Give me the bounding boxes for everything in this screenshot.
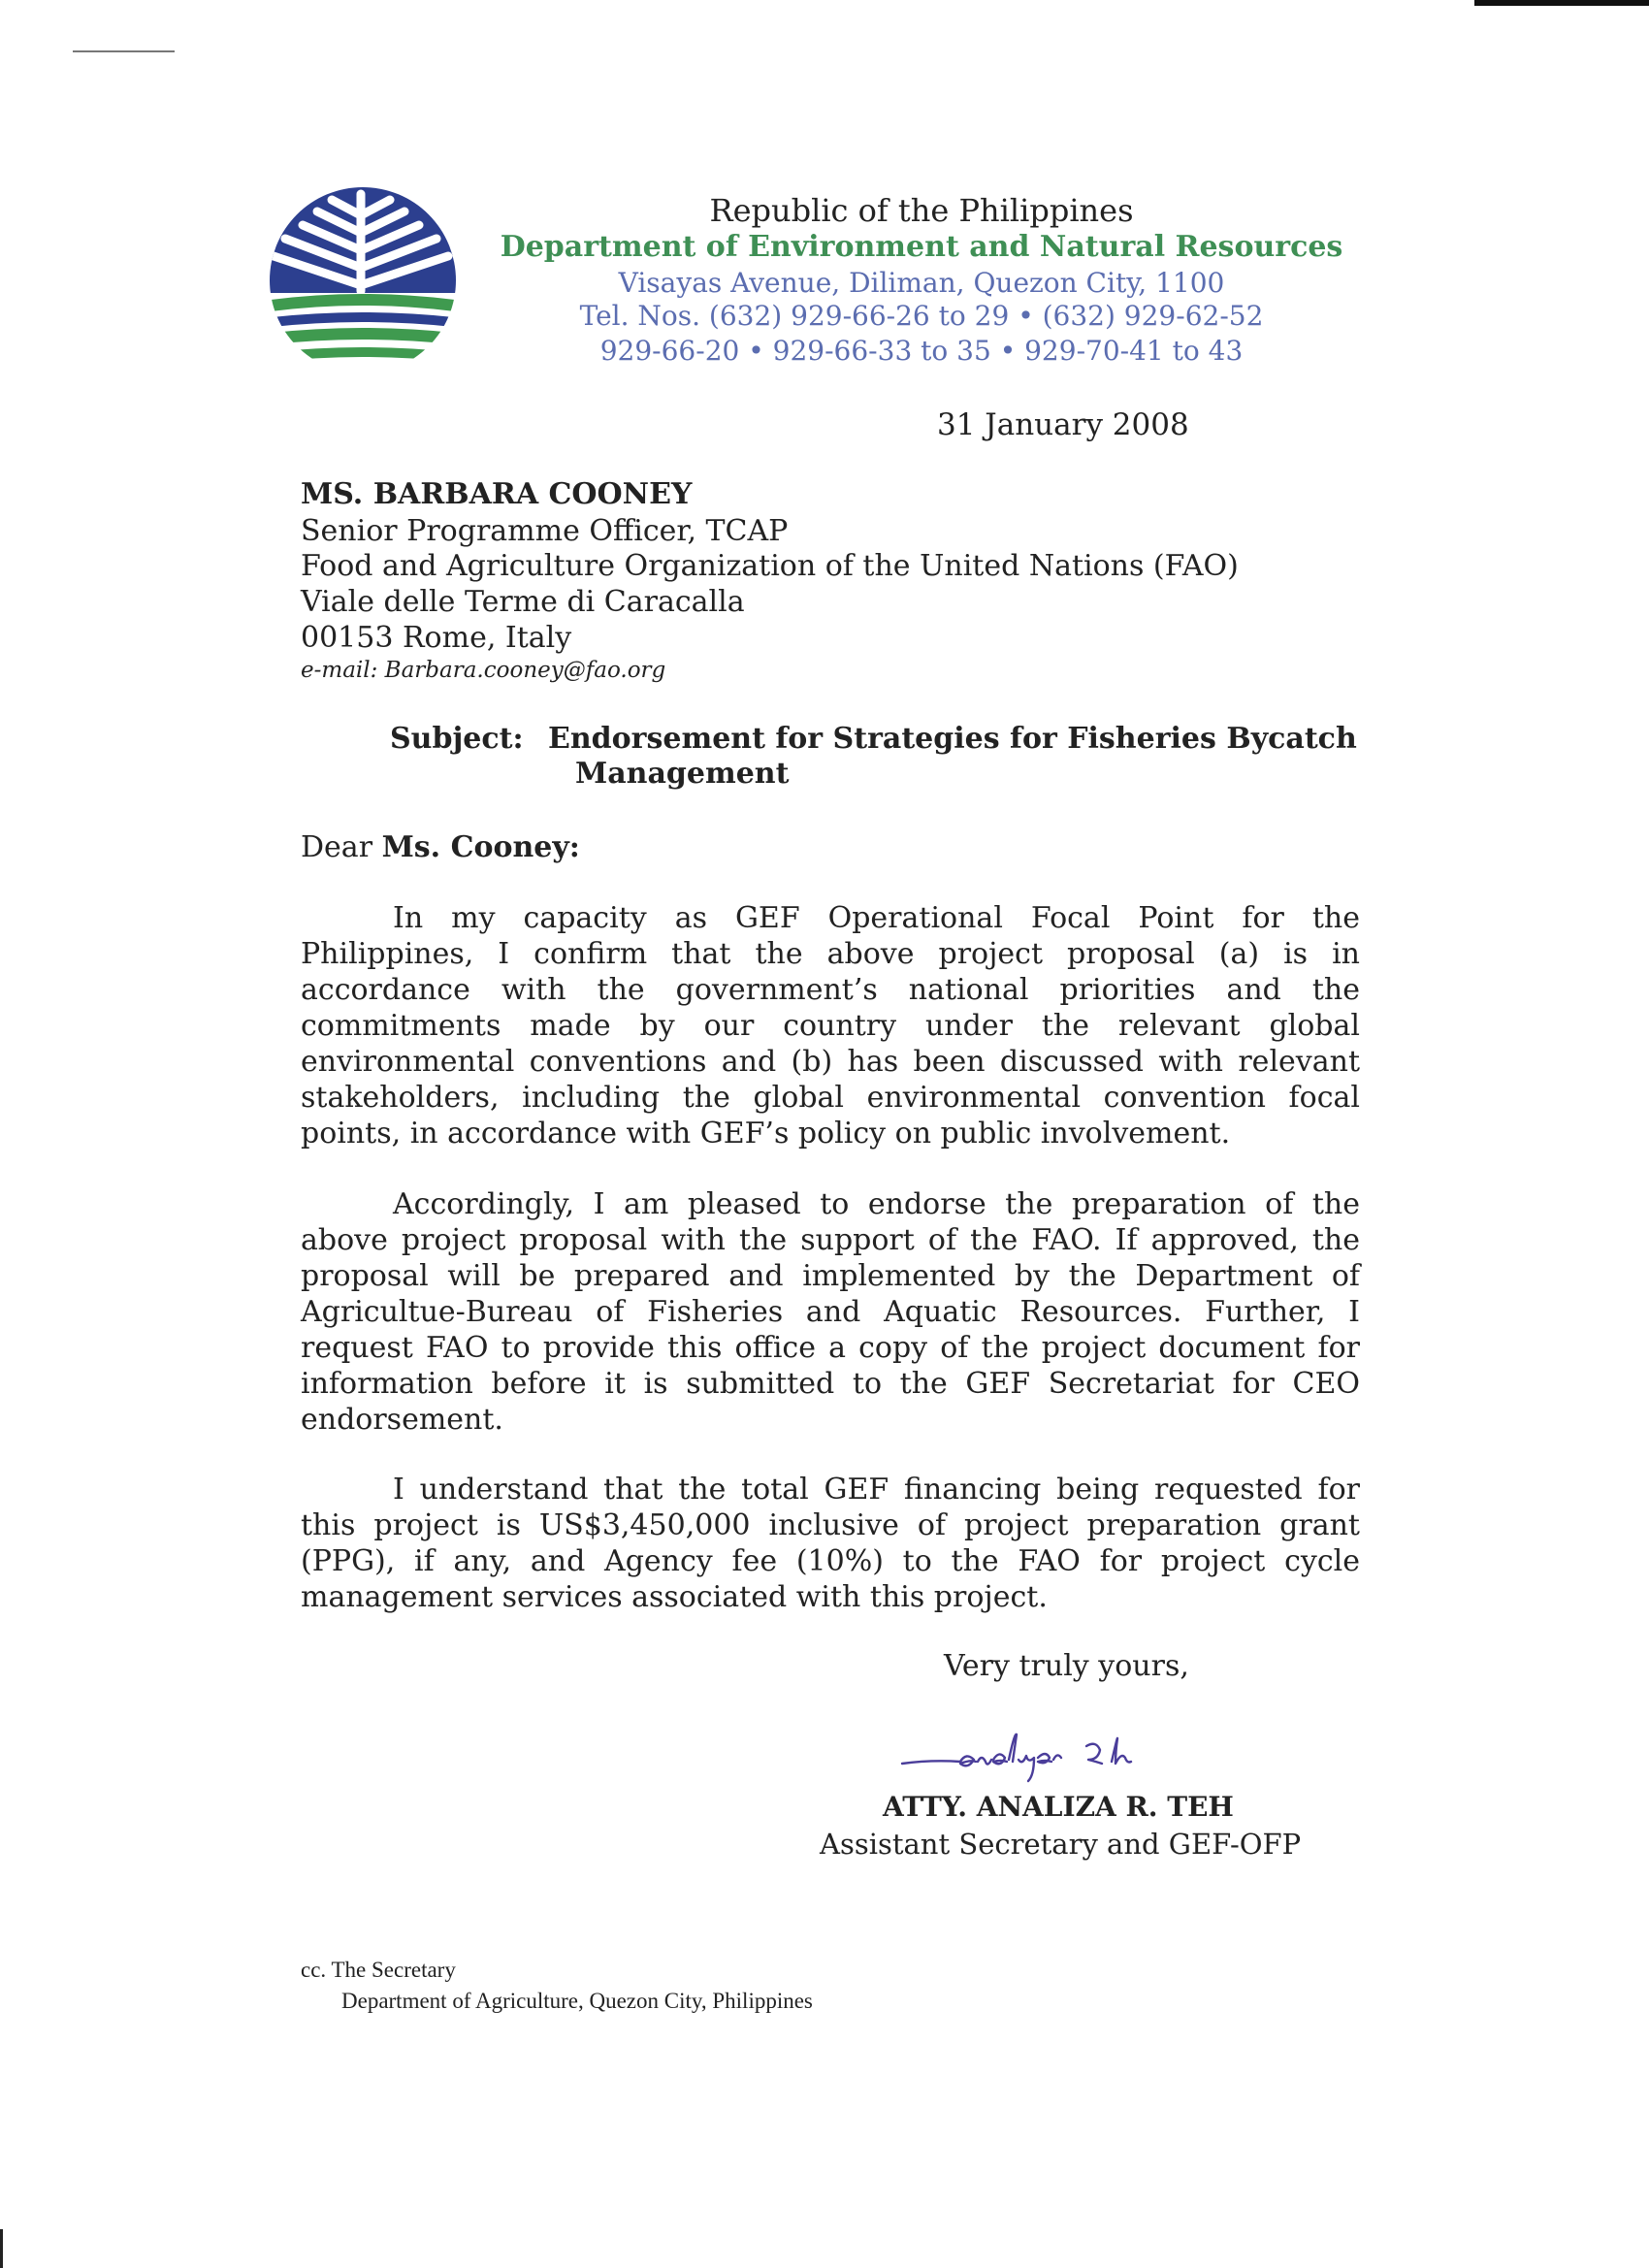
denr-seal-icon: [264, 186, 463, 375]
salutation-name: Ms. Cooney:: [381, 830, 580, 864]
scan-edge-mark-bottom: [0, 2229, 3, 2268]
letterhead-republic: Republic of the Philippines: [709, 192, 1134, 229]
salutation: [301, 830, 580, 864]
recipient-title: Senior Programme Officer, TCAP: [301, 514, 789, 548]
letterhead-department: Department of Environment and Natural Resources: [500, 230, 1343, 264]
recipient-organization: Food and Agriculture Organization of the United Nations (FAO): [301, 549, 1239, 583]
closing: Very truly yours,: [944, 1649, 1189, 1683]
body-paragraph-3: I understand that the total GEF financing being requested for this project is US$3,450,000 inclusive of project preparation grant (PPG), if any, and Agency fee (10%) to the FAO for project cycle management services associated with this project.: [301, 1473, 1360, 1614]
salutation-prefix: Dear: [301, 830, 382, 864]
letter-date: 31 January 2008: [937, 407, 1189, 442]
scan-mark: [73, 50, 175, 52]
letterhead-telephone-1: Tel. Nos. (632) 929-66-26 to 29 • (632) 929-62-52: [579, 300, 1264, 332]
subject-label: Subject:: [390, 722, 524, 756]
body-paragraph-2: Accordingly, I am pleased to endorse the preparation of the above project proposal with the support of the FAO. If approved, the proposal will be prepared and implemented by the Department of Agricultue-Bureau of Fisheries and Aquatic Resources. Further, I request FAO to provide this office a copy of the project document for information before it is submitted to the GEF Secretariat for CEO endorsement.: [301, 1187, 1360, 1437]
subject-text: [548, 722, 1363, 792]
letterhead-address: Visayas Avenue, Diliman, Quezon City, 1100: [618, 267, 1225, 299]
cc-line-2: Department of Agriculture, Quezon City, Philippines: [341, 1989, 813, 2013]
subject-line-2: Management: [575, 757, 790, 791]
cc-line-1: cc. The Secretary: [301, 1958, 456, 1982]
recipient-city: 00153 Rome, Italy: [301, 621, 572, 655]
recipient-email: e-mail: Barbara.cooney@fao.org: [301, 658, 666, 683]
subject-line-1: Endorsement for Strategies for Fisheries Bycatch: [548, 722, 1357, 756]
recipient-street: Viale delle Terme di Caracalla: [301, 585, 745, 619]
scan-edge-mark: [1474, 0, 1649, 6]
recipient-name: MS. BARBARA COONEY: [301, 477, 693, 511]
body-paragraph-1: In my capacity as GEF Operational Focal Point for the Philippines, I confirm that the above project proposal (a) is in accordance with the government’s national priorities and the commitments made by our country under the relevant global environmental conventions and (b) has been discussed with relevant stakeholders, including the global environmental convention focal points, in accordance with GEF’s policy on public involvement.: [301, 901, 1360, 1150]
letterhead-telephone-2: 929-66-20 • 929-66-33 to 35 • 929-70-41 to 43: [599, 335, 1244, 367]
signer-title: Assistant Secretary and GEF-OFP: [820, 1828, 1302, 1861]
handwritten-signature: [892, 1725, 1242, 1793]
signer-name: ATTY. ANALIZA R. TEH: [883, 1791, 1234, 1823]
